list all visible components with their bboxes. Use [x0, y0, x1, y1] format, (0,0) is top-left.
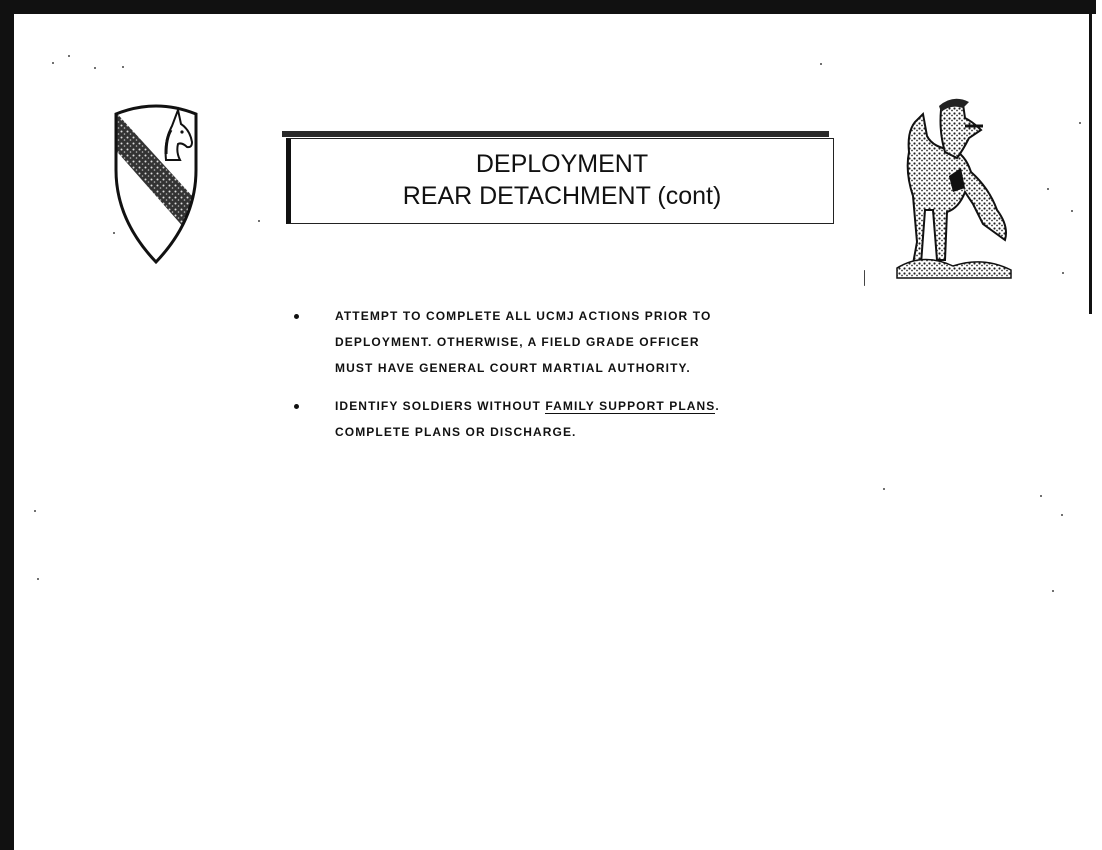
title-box — [286, 138, 834, 224]
bullet-list — [290, 303, 850, 457]
slide-frame-top — [0, 0, 1096, 14]
scan-speck — [52, 62, 54, 64]
bullet-line: COMPLETE PLANS OR DISCHARGE. — [335, 425, 577, 439]
bullet-item — [290, 393, 850, 445]
scan-speck — [37, 578, 39, 580]
page-subtitle: REAR DETACHMENT (cont) — [402, 182, 722, 210]
bullet-line: ATTEMPT TO COMPLETE ALL UCMJ ACTIONS PRIOR TO — [335, 309, 712, 323]
slide-frame-left — [0, 0, 14, 850]
scan-speck — [1079, 122, 1081, 124]
scan-speck — [122, 66, 124, 68]
scan-speck — [68, 55, 70, 57]
underlined-text: FAMILY SUPPORT PLANS — [545, 399, 716, 413]
slide-frame-right — [1089, 14, 1092, 314]
scan-speck — [1071, 210, 1073, 212]
scan-speck — [864, 270, 865, 286]
scan-speck — [883, 488, 885, 490]
bullet-item — [290, 303, 850, 381]
bullet-dot — [294, 404, 299, 409]
title-box-top-bar — [282, 131, 829, 137]
cavalry-shoulder-patch-image — [108, 100, 204, 266]
bullet-text: IDENTIFY SOLDIERS WITHOUT — [335, 399, 546, 413]
bullet-line: MUST HAVE GENERAL COURT MARTIAL AUTHORITY. — [335, 361, 691, 375]
cavalry-horse-rider-image — [893, 92, 1021, 282]
scan-speck — [34, 510, 36, 512]
scan-speck — [1047, 188, 1049, 190]
bullet-text: . — [715, 399, 720, 413]
scan-speck — [1061, 514, 1063, 516]
bullet-line — [335, 393, 850, 419]
scan-speck — [1062, 272, 1064, 274]
page-title: DEPLOYMENT — [475, 150, 649, 178]
scan-speck — [1040, 495, 1042, 497]
bullet-line: DEPLOYMENT. OTHERWISE, A FIELD GRADE OFFICER — [335, 335, 700, 349]
scan-speck — [820, 63, 822, 65]
scan-speck — [258, 220, 260, 222]
bullet-dot — [294, 314, 299, 319]
scan-speck — [1052, 590, 1054, 592]
scan-speck — [94, 67, 96, 69]
